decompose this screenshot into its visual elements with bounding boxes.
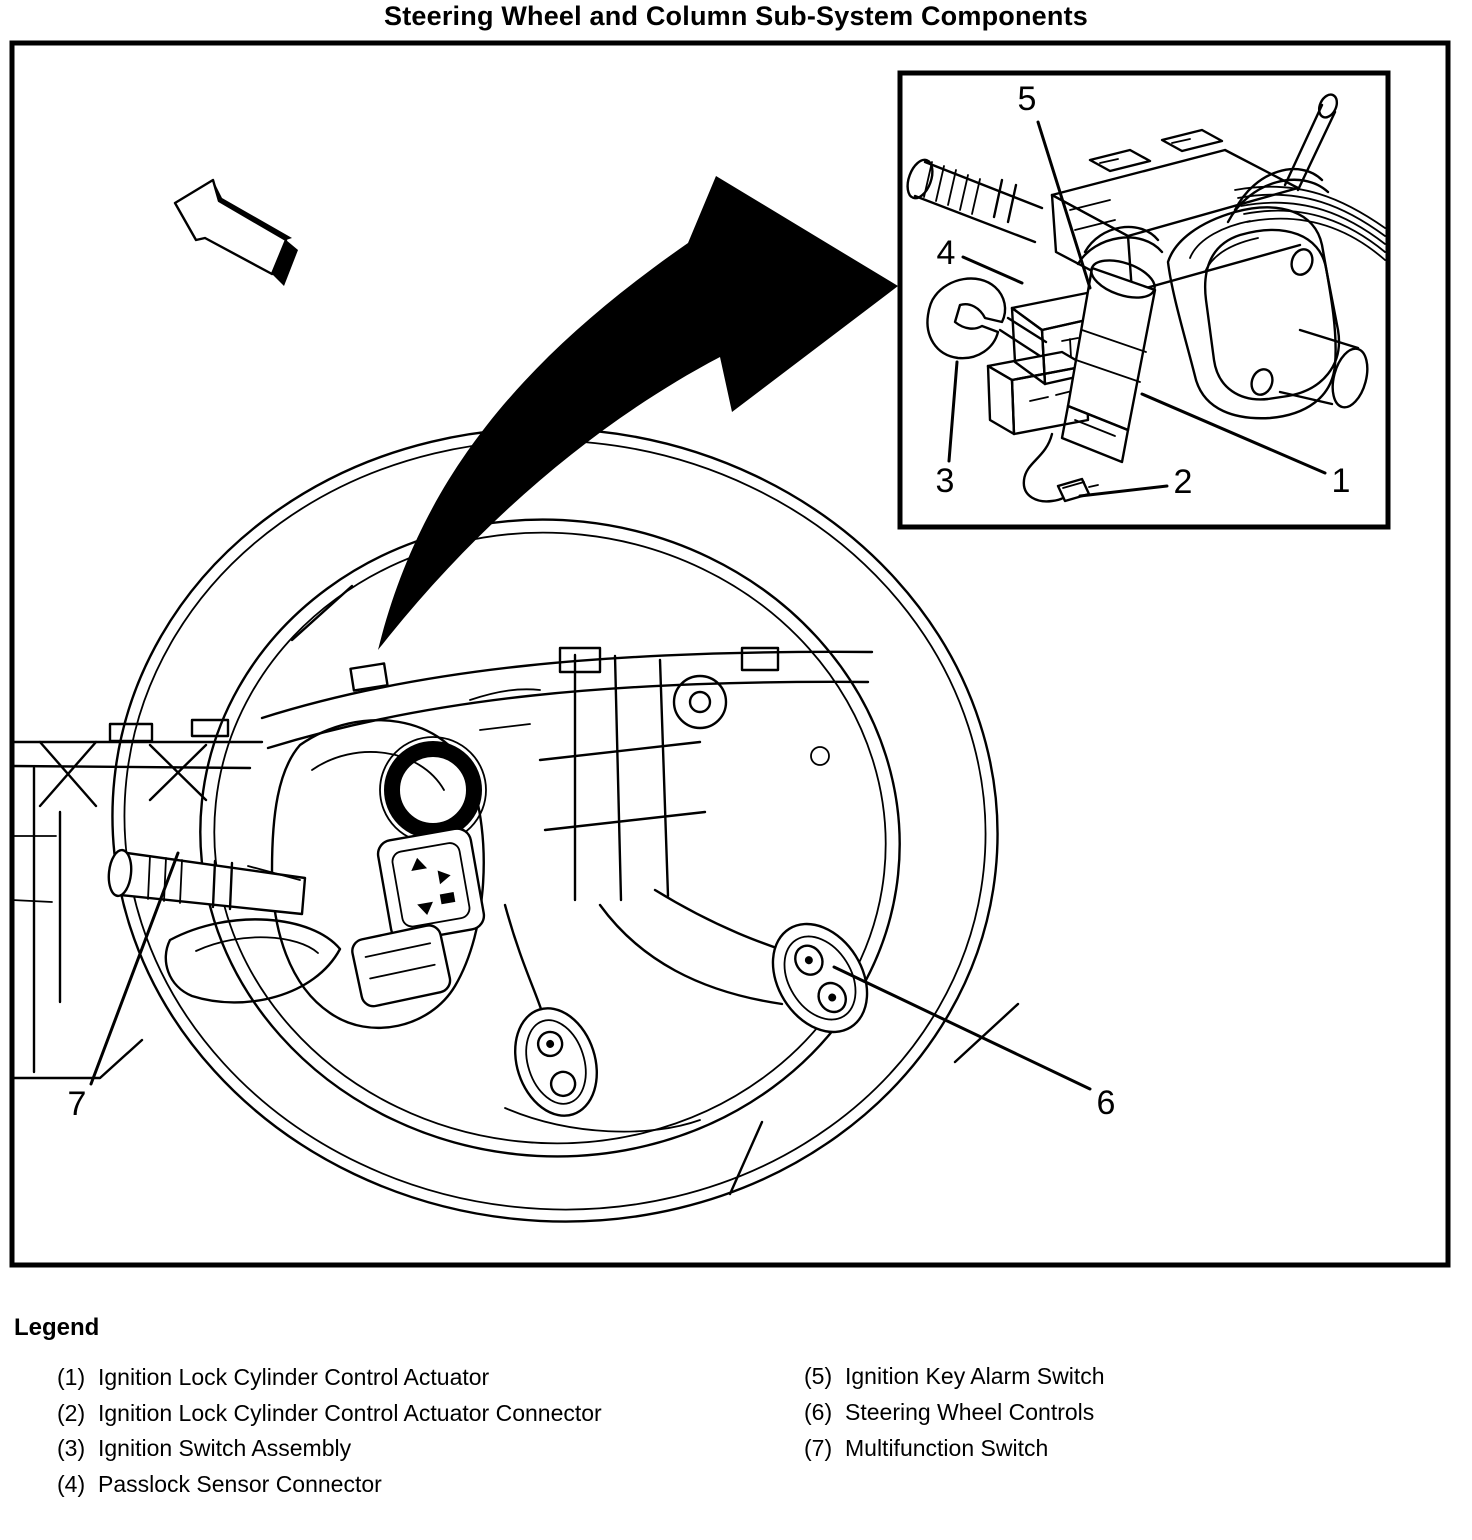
callout-7-label: 7 <box>67 1085 87 1123</box>
legend-left-column <box>57 1360 617 1502</box>
legend-item-6 <box>804 1394 1284 1430</box>
legend-right-column <box>804 1358 1284 1466</box>
legend-item-7-number: (7) <box>804 1435 833 1461</box>
legend-item-1-number: (1) <box>57 1364 86 1390</box>
curved-arrow-icon <box>378 176 898 650</box>
callout-1-label: 1 <box>1331 462 1351 500</box>
direction-arrow-icon <box>175 180 298 286</box>
legend-item-2 <box>57 1396 617 1432</box>
right-control-pod <box>754 907 887 1050</box>
legend-item-7-label: Multifunction Switch <box>845 1435 1049 1461</box>
legend-item-4-label: Passlock Sensor Connector <box>98 1470 382 1497</box>
bottom-control-pod <box>502 998 610 1127</box>
callout-5-label: 5 <box>1017 80 1037 118</box>
legend-item-5 <box>804 1358 1284 1394</box>
callout-6-leader <box>834 967 1090 1089</box>
steering-wheel <box>73 385 1037 1265</box>
figure-title: Steering Wheel and Column Sub-System Components <box>384 1 1088 31</box>
legend-item-4 <box>57 1467 617 1503</box>
legend-item-6-number: (6) <box>804 1399 833 1425</box>
legend-item-1-label: Ignition Lock Cylinder Control Actuator <box>98 1364 490 1390</box>
callout-4-label: 4 <box>936 234 956 272</box>
legend-item-4-number: (4) <box>57 1470 86 1497</box>
callout-6-label: 6 <box>1096 1084 1116 1122</box>
legend-item-3-number: (3) <box>57 1435 86 1461</box>
legend-item-3 <box>57 1431 617 1467</box>
legend-item-2-label: Ignition Lock Cylinder Control Actuator Connector <box>98 1399 602 1426</box>
legend-item-3-label: Ignition Switch Assembly <box>98 1435 352 1461</box>
legend-item-6-label: Steering Wheel Controls <box>845 1399 1095 1425</box>
lower-left-pad <box>350 923 452 1008</box>
legend-item-7 <box>804 1430 1284 1466</box>
callout-2-label: 2 <box>1173 463 1193 501</box>
legend-item-5-label: Ignition Key Alarm Switch <box>845 1363 1105 1389</box>
legend-item-1 <box>57 1360 617 1396</box>
legend-heading: Legend <box>14 1314 100 1341</box>
callout-3-label: 3 <box>935 462 955 500</box>
coil-spring <box>380 737 486 843</box>
legend-item-2-number: (2) <box>57 1399 86 1426</box>
legend-item-5-number: (5) <box>804 1363 833 1389</box>
